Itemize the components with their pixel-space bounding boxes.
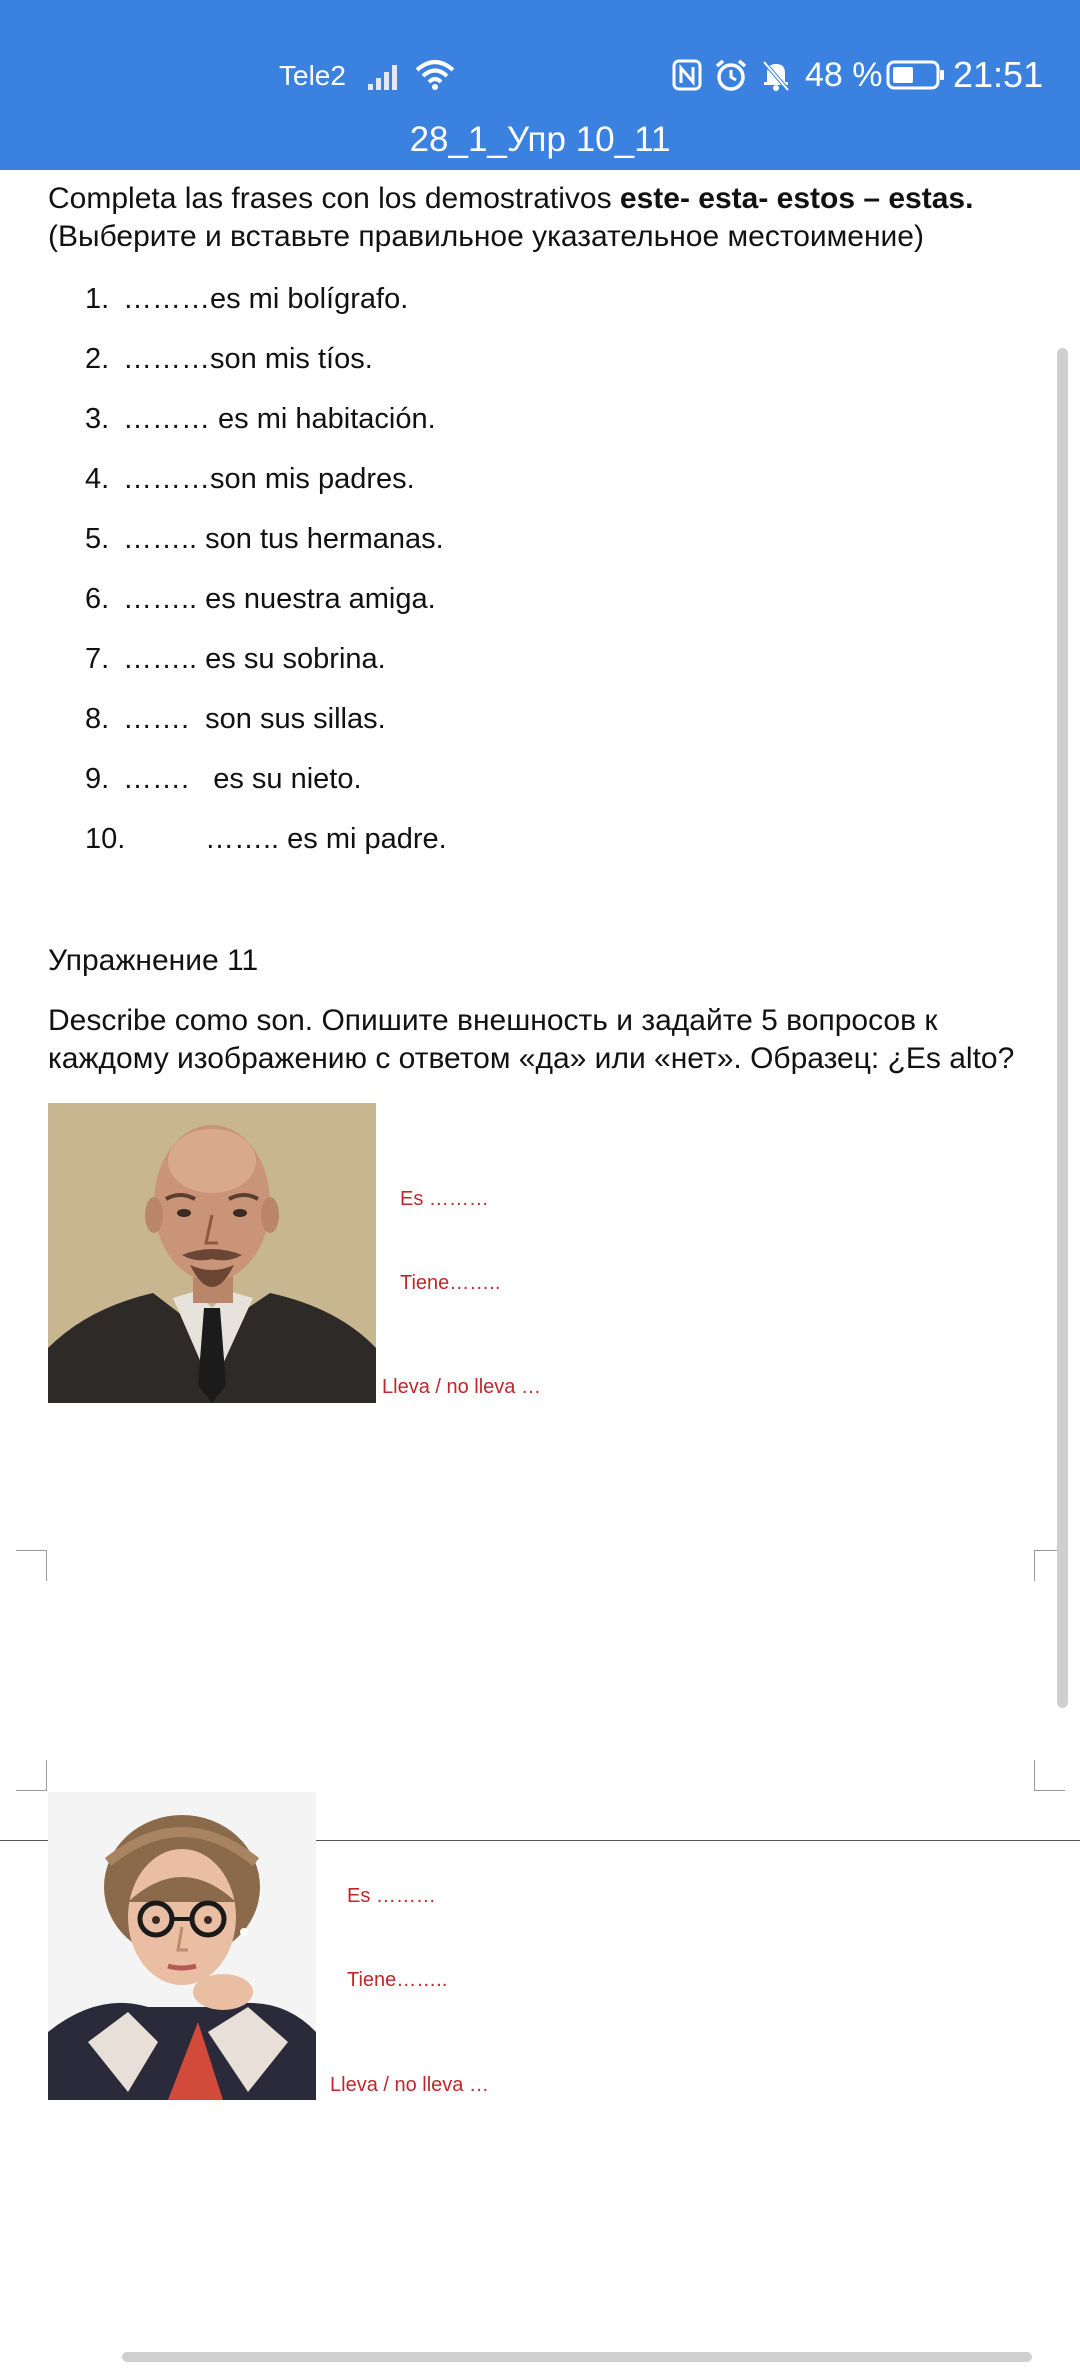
battery-percent: 48 % (805, 56, 883, 94)
carrier-label: Tele2 (279, 60, 346, 91)
vertical-scrollbar[interactable] (1057, 348, 1068, 1708)
list-item: 7. …….. es su sobrina. (85, 643, 386, 675)
muted-bell-icon (760, 58, 792, 92)
nfc-icon (672, 59, 702, 91)
list-item: 10. …….. es mi padre. (85, 823, 447, 855)
battery-icon (886, 60, 946, 95)
exercise-instruction (48, 180, 973, 218)
exercise-text-line2: каждому изображению с ответом «да» или «нет». Образец: ¿Es alto? (48, 1042, 1015, 1075)
wifi-icon (415, 58, 455, 97)
status-icons (672, 58, 792, 92)
page-corner-mark (16, 1550, 47, 1581)
status-bar (0, 52, 1080, 100)
clock: 21:51 (953, 54, 1044, 95)
exercise-text-line1: Describe como son. Опишите внешность и задайте 5 вопросов к (48, 1004, 938, 1037)
document-title: 28_1_Упр 10_11 (409, 120, 671, 159)
list-item: 3. ……… es mi habitación. (85, 403, 436, 435)
alarm-icon (714, 58, 748, 92)
list-item: 8. ……. son sus sillas. (85, 703, 386, 735)
list-item: 1. ………es mi bolígrafo. (85, 283, 409, 315)
page-corner-mark (16, 1760, 47, 1791)
caption-tiene: Tiene…….. (347, 1969, 448, 1991)
caption-lleva: Lleva / no lleva … (382, 1376, 541, 1398)
horizontal-scrollbar[interactable] (122, 2352, 1032, 2362)
list-item: 2. ………son mis tíos. (85, 343, 373, 375)
caption-es: Es ……… (347, 1885, 436, 1907)
caption-es: Es ……… (400, 1188, 489, 1210)
list-item: 5. …….. son tus hermanas. (85, 523, 444, 555)
app-bar (0, 0, 1080, 170)
instruction-bold: este- esta- estos – estas. (619, 182, 974, 215)
list-item: 4. ………son mis padres. (85, 463, 415, 495)
caption-lleva: Lleva / no lleva … (330, 2074, 489, 2096)
instruction-prefix: Completa las frases con los demostrativos (48, 182, 620, 215)
page-corner-mark (1034, 1760, 1065, 1791)
portrait-photo-girl (48, 1792, 316, 2100)
list-item: 9. ……. es su nieto. (85, 763, 362, 795)
portrait-photo-man (48, 1103, 376, 1403)
instruction-russian: (Выберите и вставьте правильное указательное местоимение) (48, 220, 924, 253)
list-item: 6. …….. es nuestra amiga. (85, 583, 436, 615)
signal-icon (366, 62, 404, 97)
exercise-heading: Упражнение 11 (48, 944, 259, 977)
caption-tiene: Tiene…….. (400, 1272, 501, 1294)
